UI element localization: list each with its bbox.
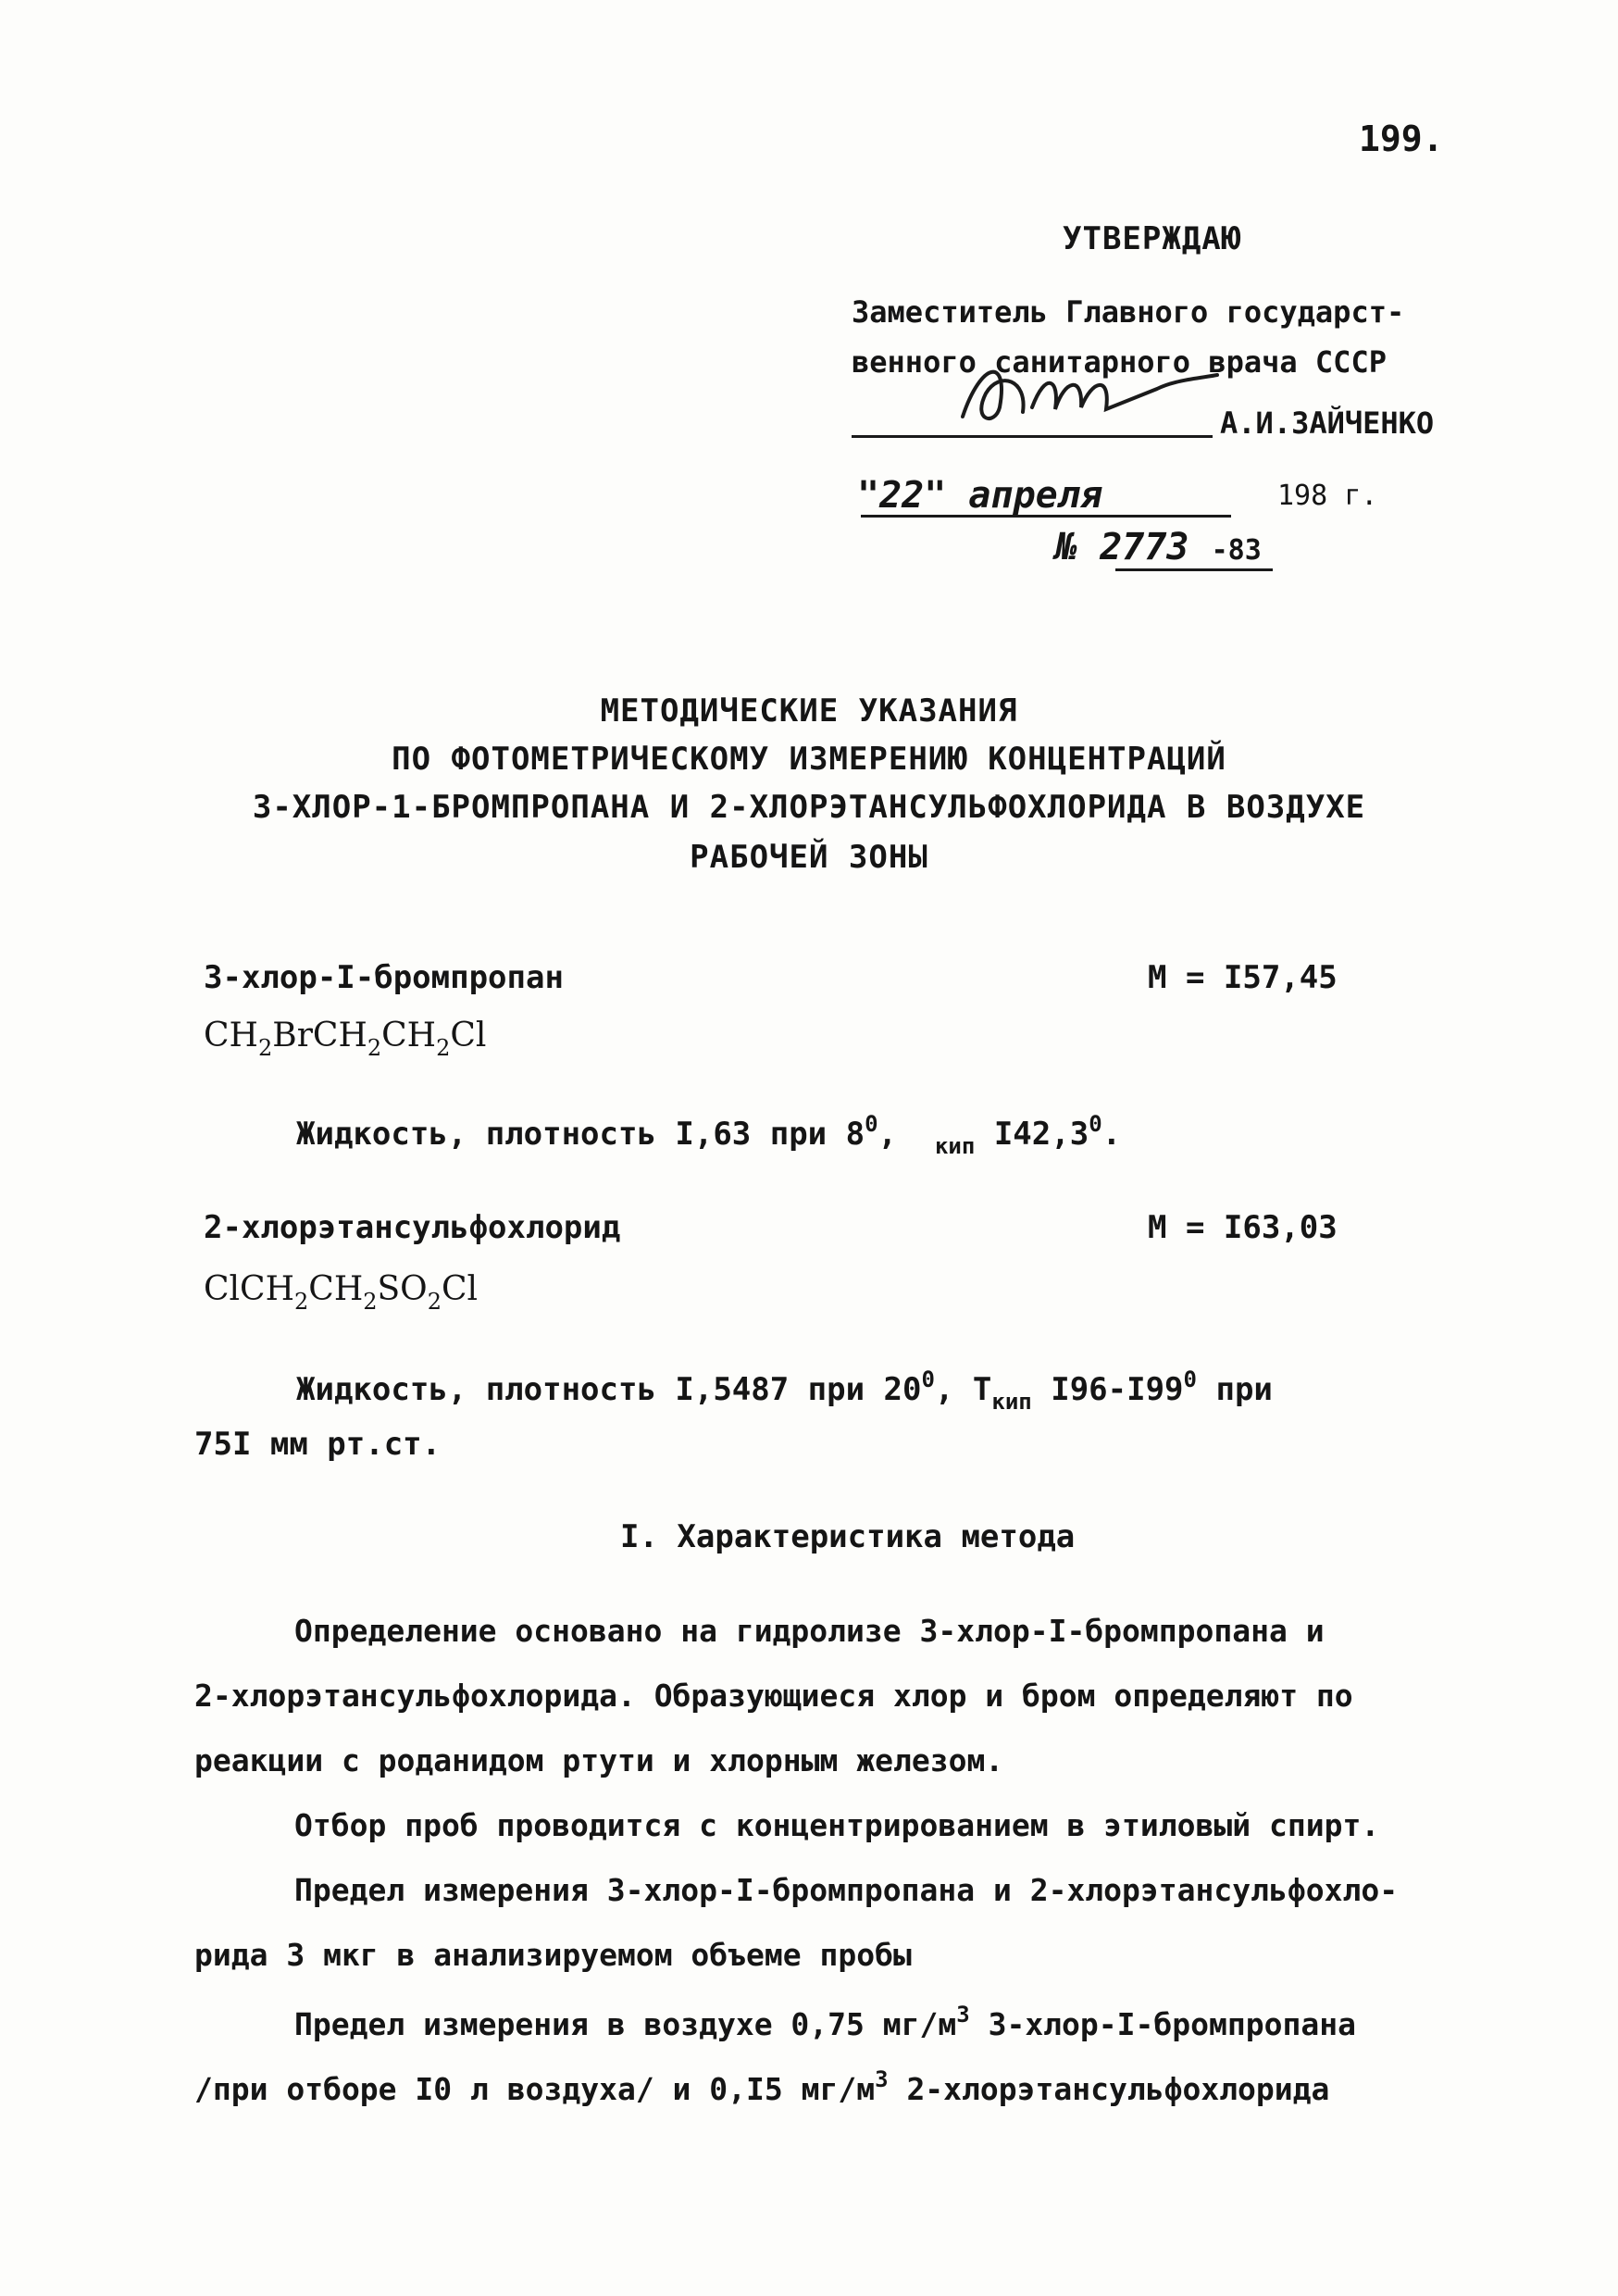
paragraph-line: Предел измерения в воздухе 0,75 $мг/м^3$ 3-хлор-I-бромпропана (294, 2002, 1356, 2042)
compound-1-name: 3-хлор-I-бромпропан (204, 959, 564, 996)
number-suffix: -83 (1211, 534, 1262, 567)
compound-2-properties-line-2: 75I мм рт.ст. (194, 1426, 442, 1463)
paragraph-line: Предел измерения 3-хлор-I-бромпропана и 2-хлорэтансульфохло- (294, 1872, 1399, 1908)
document-title-line-1: МЕТОДИЧЕСКИЕ УКАЗАНИЯ (600, 693, 1018, 730)
compound-2-properties: Жидкость, плотность I,5487 при $20^0$, $T_{кип}$ $I96-I99^0$ при (296, 1366, 1273, 1415)
compound-1-mass: М = I57,45 (1148, 959, 1338, 996)
compound-2-name: 2-хлорэтансульфохлорид (204, 1209, 621, 1246)
approval-position-line-1: Заместитель Главного государст- (852, 294, 1405, 330)
approval-heading: УТВЕРЖДАЮ (1063, 220, 1242, 257)
handwritten-signature (944, 352, 1222, 435)
signature-line (852, 435, 1213, 438)
approval-number (1055, 526, 1262, 568)
paragraph-line: рида 3 мкг в анализируемом объеме пробы (194, 1937, 912, 1973)
paragraph-line: /при отборе I0 л воздуха/ и 0,I5 $мг/м^3$ 2-хлорэтансульфохлорида (194, 2066, 1330, 2107)
date-underline (861, 515, 1231, 518)
section-1-heading: I. Характеристика метода (620, 1518, 1076, 1555)
compound-1-formula: $CH_2BrCH_2CH_2Cl$ (204, 1017, 487, 1061)
compound-2-formula: $ClCH_2CH_2SO_2Cl$ (204, 1270, 479, 1315)
approval-year: 198 г. (1277, 480, 1378, 512)
number-prefix: № (1055, 526, 1078, 568)
compound-1-properties: Жидкость, плотность I,63 при $8^0$, $_{кип}$ I42,3$^0$. (296, 1111, 1122, 1159)
page-number: 199. (1359, 119, 1444, 159)
compound-2-mass: М = I63,03 (1148, 1209, 1338, 1246)
approval-date: "22" апреля (857, 474, 1102, 517)
approval-position-line-2: венного санитарного врача СССР (852, 344, 1387, 380)
signatory-name: А.И.ЗАЙЧЕНКО (1220, 406, 1435, 441)
paragraph-line: 2-хлорэтансульфохлорида. Образующиеся хлор и бром определяют по (194, 1678, 1353, 1714)
document-title-line-4: РАБОЧЕЙ ЗОНЫ (690, 839, 928, 876)
paragraph-line: реакции с роданидом ртути и хлорным железом. (194, 1742, 1004, 1778)
number-underline (1115, 568, 1273, 571)
document-title-line-2: ПО ФОТОМЕТРИЧЕСКОМУ ИЗМЕРЕНИЮ КОНЦЕНТРАЦИЙ (392, 741, 1226, 778)
number-value: 2773 (1100, 526, 1189, 568)
document-title-line-3: 3-ХЛОР-1-БРОМПРОПАНА И 2-ХЛОРЭТАНСУЛЬФОХЛОРИДА В ВОЗДУХЕ (252, 789, 1366, 826)
paragraph-line: Определение основано на гидролизе 3-хлор-I-бромпропана и (294, 1613, 1325, 1649)
paragraph-line: Отбор проб проводится с концентрированием в этиловый спирт. (294, 1807, 1380, 1843)
